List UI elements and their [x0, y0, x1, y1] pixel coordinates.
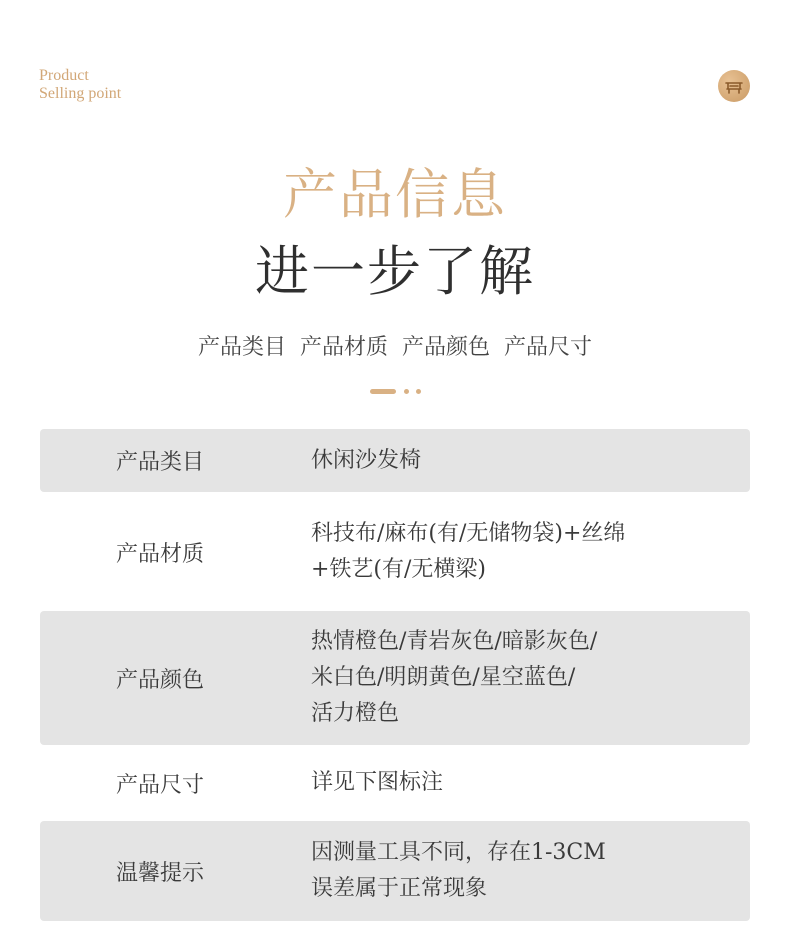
divider-dot: [404, 389, 409, 394]
header-tag: [39, 67, 121, 103]
sofa-icon: [718, 70, 750, 102]
category-list: [0, 330, 790, 361]
row-value: 科技布/麻布(有/无储物袋)+丝绵 +铁艺(有/无横梁): [311, 521, 626, 582]
row-label: 产品材质: [116, 541, 205, 567]
category-item: 产品尺寸: [504, 335, 593, 360]
row-label: 温馨提示: [116, 860, 205, 886]
row-label: 产品颜色: [116, 667, 205, 693]
table-row: [40, 821, 750, 921]
row-value: 详见下图标注: [311, 770, 444, 795]
category-item: 产品材质: [299, 335, 388, 360]
row-value: 因测量工具不同，存在1-3CM 误差属于正常现象: [311, 840, 606, 901]
row-label: 产品尺寸: [116, 772, 205, 798]
divider-dot: [416, 389, 421, 394]
table-row: [40, 504, 750, 600]
page-title: 产品信息: [283, 163, 507, 226]
row-value: 休闲沙发椅: [311, 447, 422, 473]
header-tag-line1: Product: [39, 67, 89, 84]
divider-bar: [370, 389, 396, 394]
row-label: 产品类目: [116, 450, 205, 475]
product-info-table: [40, 429, 750, 921]
category-item: 产品颜色: [402, 335, 491, 360]
table-row: [40, 429, 750, 492]
header-tag-line2: Selling point: [39, 85, 122, 102]
row-value: 热情橙色/青岩灰色/暗影灰色/ 米白色/明朗黄色/星空蓝色/ 活力橙色: [311, 629, 598, 726]
category-item: 产品类目: [197, 335, 286, 360]
table-row: [40, 611, 750, 745]
table-row: [40, 745, 750, 821]
page-subtitle: 进一步了解: [255, 240, 535, 303]
section-divider: [370, 389, 421, 394]
